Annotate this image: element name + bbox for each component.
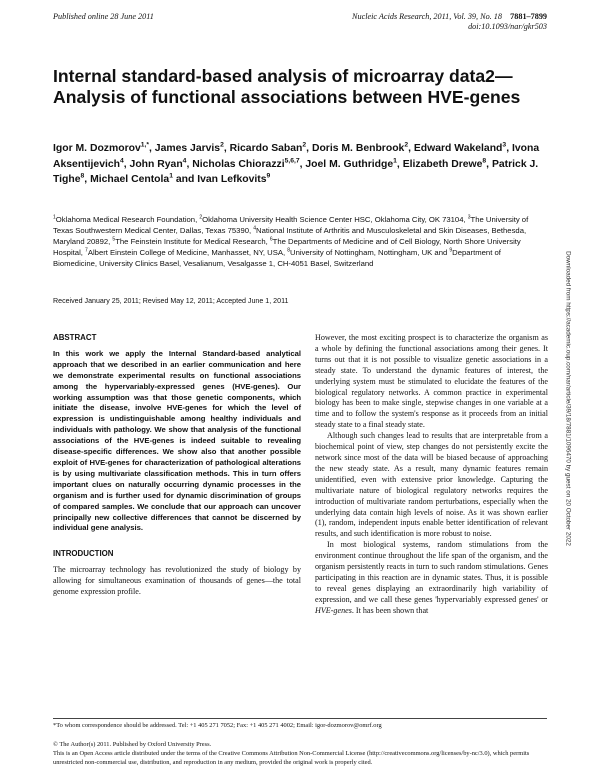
left-column (53, 333, 301, 598)
author-affiliation-mark: 5,6,7 (284, 157, 300, 165)
affiliation-text: Oklahoma University Health Science Center HSC, Oklahoma City, OK 73104, (202, 215, 468, 224)
author-affiliation-mark: 1 (393, 157, 397, 165)
affiliation-text: The University of Texas Southwestern Medical Center, Dallas, Texas 75390, (53, 215, 529, 236)
author-affiliation-mark: 1 (169, 172, 173, 180)
author-name: Joel M. Guthridge (305, 158, 394, 170)
affiliation-text: The Feinstein Institute for Medical Research, (115, 237, 270, 247)
affiliation-mark: 4 (253, 225, 257, 232)
author-name: Edward Wakeland (413, 143, 503, 154)
affiliation-mark: 7 (85, 247, 88, 254)
download-watermark (563, 210, 573, 590)
author-affiliation-mark: 4 (120, 157, 124, 165)
affiliation-mark: 8 (287, 247, 291, 254)
introduction-text: The microarray technology has revolutionized the study of biology by allowing for simultaneous examination of thousands of genes—the total genome expression profile. (53, 565, 301, 597)
author-name: John Ryan (129, 158, 183, 170)
affiliation-mark: 9 (449, 247, 453, 254)
affiliation-text: Department of Biomedicine, University Clinics Basel, Vesalianum, Vesalgasse 1, CH-4051 Basel, Switzerland (53, 248, 501, 269)
introduction-heading: INTRODUCTION (53, 549, 114, 559)
author-name: Ivan Lefkovits (197, 174, 267, 185)
download-watermark-text: Downloaded from https://academic.oup.com/nar/article/39/18/7881/1096470 by guest on 20 October 2022 (564, 251, 572, 546)
author-name: Igor M. Dozmorov (53, 143, 141, 154)
running-header (53, 12, 547, 31)
affiliation-text: University of Nottingham, Nottingham, UK and (290, 248, 450, 258)
affiliation-mark: 5 (112, 236, 116, 243)
author-name: Michael Centola (90, 174, 170, 185)
author-affiliation-mark: 8 (482, 157, 487, 165)
paragraph-1: However, the most exciting prospect is to characterize the organism as a whole by defining the functional associations among their genes. It turns out that it is not possible to visualize genetic associations in a steady state. To understand the dynamic features of interest, the underlying system must be stimulated to elucidate the features of the biological regulatory networks. A common practice in experimental biology has been to make single, stepwise changes in one variable at a time and to follow the system's response as it proceeds from an initial steady state to a final steady state. (315, 333, 548, 430)
paragraph-3-main: In most biological systems, random stimulations from the environment continue throughout the life span of the organism, and the organism persistently reacts in turn to such random stimulations. Genes participating in this reaction are in dynamic states. Thus, it is possible to reveal genes displaying an extraordinarily high variability of expression, and we call these genes 'hypervariably expressed genes' or (315, 540, 548, 604)
author-separator: , (84, 174, 91, 185)
paragraph-2: Although such changes lead to results that are interpretable from a biochemical point of view, step changes do not persistently excite the network since most of the data will be biased because of approaching the new steady state. As a result, many dynamic features remain unidentified, even with extensive prior knowledge. Capturing the multivariate nature of biological regulatory networks requires the introduction of multivariate random perturbations, especially when the underlying data contain high levels of noise. As it was shown earlier (1), random, independent inputs enable better identification of relevant results, and such identification is more robust to noise. (315, 431, 548, 539)
paragraph-3 (315, 540, 548, 616)
affiliation-mark: 2 (199, 214, 203, 221)
received-dates: Received January 25, 2011; Revised May 12, 2011; Accepted June 1, 2011 (53, 297, 289, 305)
author-separator: , (486, 158, 492, 170)
right-column (315, 333, 548, 617)
author-affiliation-mark: 2 (404, 141, 409, 149)
author-affiliation-mark: 1,* (140, 141, 150, 149)
author-separator: , (186, 158, 193, 170)
author-affiliation-mark: 2 (302, 141, 307, 149)
abstract-heading: ABSTRACT (53, 333, 97, 342)
copyright-line: © The Author(s) 2011. Published by Oxford University Press. (53, 741, 212, 748)
author-separator: , (396, 158, 403, 170)
author-list (53, 141, 547, 188)
published-date: Published online 28 June 2011 (53, 12, 154, 21)
author-name: Patrick J. Tighe (53, 158, 539, 185)
affiliations (53, 214, 547, 269)
journal-citation (352, 12, 547, 32)
author-separator: , (223, 143, 230, 154)
correspondence-note: *To whom correspondence should be addressed. Tel: +1 405 271 7052; Fax: +1 405 271 4002; Email: igor-dozmorov@omrf.org (53, 718, 547, 729)
doi: doi:10.1093/nar/gkr503 (468, 22, 547, 31)
author-separator: and (172, 174, 198, 185)
author-name: Nicholas Chiorazzi (192, 158, 285, 170)
affiliation-mark: 3 (467, 214, 471, 221)
author-affiliation-mark: 9 (266, 172, 271, 180)
journal-info: Nucleic Acids Research, 2011, Vol. 39, No. 18 (352, 12, 502, 21)
license-footer (53, 741, 547, 767)
author-name: Elizabeth Drewe (402, 158, 483, 170)
author-separator: , (149, 143, 155, 154)
author-affiliation-mark: 8 (80, 172, 85, 180)
page-range: 7881–7899 (510, 12, 547, 21)
paper-title: Internal standard-based analysis of microarray data2—Analysis of functional associations between HVE-genes (53, 66, 521, 107)
author-affiliation-mark: 4 (182, 157, 187, 165)
author-separator: , (408, 143, 414, 154)
affiliation-mark: 1 (53, 214, 56, 221)
abstract-text: In this work we apply the Internal Standard-based analytical approach that we described in an earlier communication and here we demonstrate experimental results on functional associations among the hypervariably-expressed genes (HVE-genes). Our working assumption was that those genetic components, which initiate the disease, involve HVE-genes for which the level of expression is undistinguishable among healthy individuals and individuals with pathology. We show that analysis of the functional associations of the HVE-genes is indeed suitable to revealing disease-specific differences. We show also that another possible exploit of HVE-genes for characterization of pathological alterations is by using multivariate classification methods. This in turn offers important clues on naturally occurring dynamic processes in the organism and is further used for dynamic discrimination of groups of compared samples. We conclude that our approach can uncover principally new collective differences that cannot be discerned by individual gene analysis. (53, 348, 301, 533)
paragraph-3-term: HVE-genes (315, 605, 352, 615)
affiliation-text: National Institute of Arthritis and Musculoskeletal and Skin Diseases, Bethesda, Maryland 20892, (53, 226, 527, 247)
affiliation-mark: 6 (269, 236, 273, 243)
license-text: This is an Open Access article distributed under the terms of the Creative Commons Attribution Non-Commercial License (http://creativecommons.org/licenses/by-nc/3.0), which permits unrestricted non-commercial use, distribution, and reproduction in any medium, provided the original work is properly cited. (53, 749, 530, 766)
affiliation-text: Albert Einstein College of Medicine, Manhasset, NY, USA, (87, 248, 288, 258)
author-separator: , (306, 143, 312, 154)
author-affiliation-mark: 3 (502, 141, 507, 149)
author-separator: , (506, 143, 512, 154)
affiliation-text: Oklahoma Medical Research Foundation, (55, 215, 200, 224)
author-separator: , (123, 158, 130, 170)
author-name: Doris M. Benbrook (311, 143, 405, 154)
author-name: James Jarvis (154, 143, 221, 154)
author-affiliation-mark: 2 (220, 141, 224, 149)
author-name: Ivona Aksentijevich (53, 143, 540, 170)
author-separator: , (299, 158, 306, 170)
paragraph-3-end: . It has been shown that (351, 605, 429, 615)
affiliation-text: The Departments of Medicine and of Cell Biology, North Shore University Hospital, (53, 237, 521, 258)
author-name: Ricardo Saban (229, 143, 303, 154)
